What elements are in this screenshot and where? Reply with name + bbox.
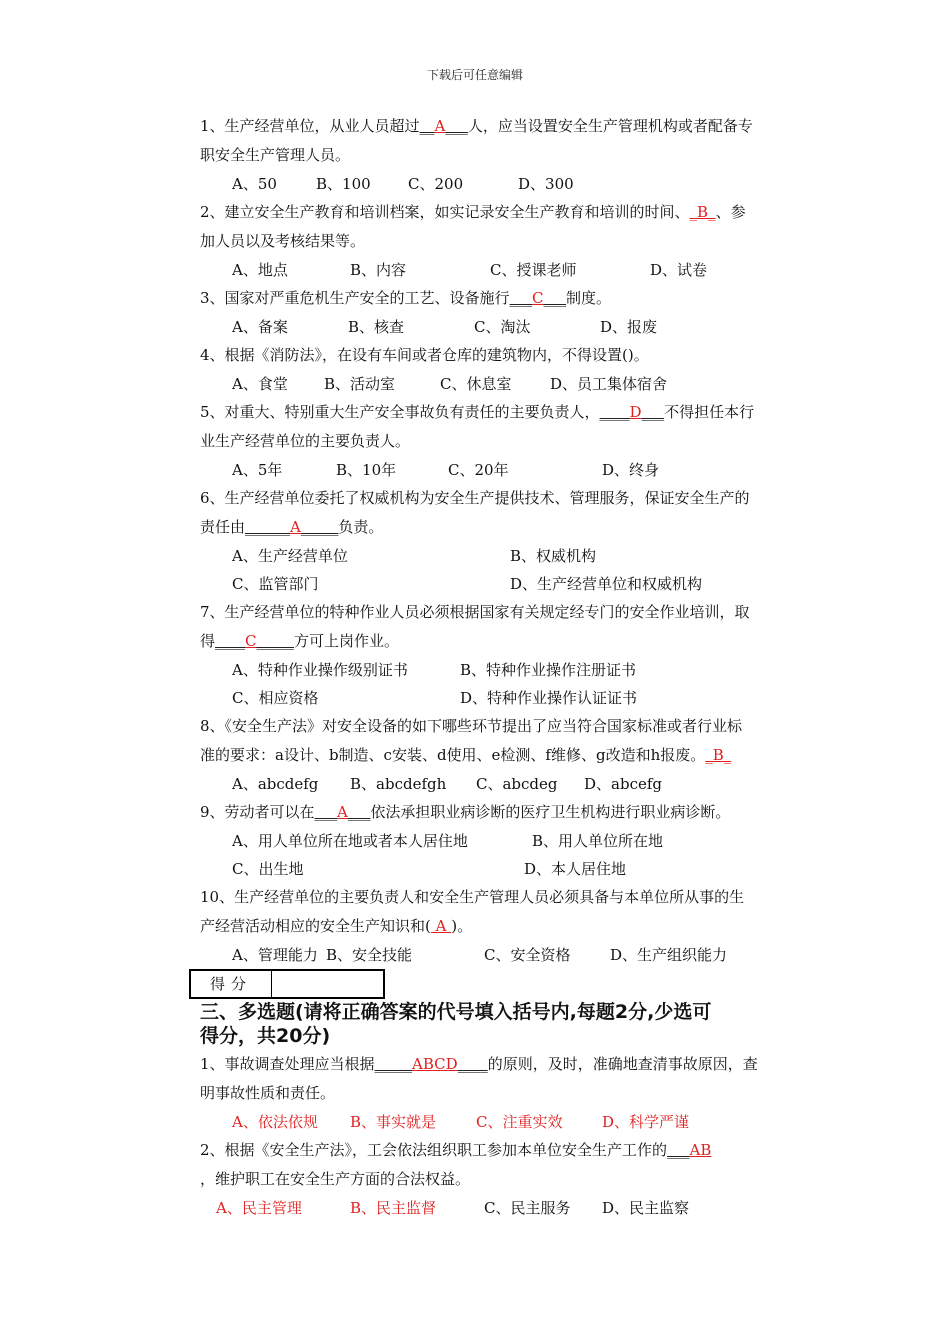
multi-choice-section	[200, 1050, 820, 1222]
question-text: 制度。	[566, 289, 612, 307]
question-text: 的原则，及时，准确地查清事故原因，查	[487, 1055, 758, 1073]
option-b: B、权威机构	[510, 547, 597, 565]
question-2-line-2	[200, 1165, 820, 1194]
question-2-options-row-1	[200, 256, 820, 284]
question-text: )。	[451, 917, 473, 935]
question-text: 依法承担职业病诊断的医疗卫生机构进行职业病诊断。	[370, 803, 731, 821]
option-b: B、10年	[336, 461, 397, 479]
question-10-line-1	[200, 883, 820, 912]
question-5-options-row-1	[200, 456, 820, 484]
section-title-line-1: 三、多选题(请将正确答案的代号填入括号内,每题2分,少选可	[200, 1001, 712, 1023]
question-2-line-2	[200, 227, 820, 256]
option-a: A、50	[232, 175, 277, 193]
blank-underline: ___	[667, 1141, 690, 1159]
question-1-options-row-1	[200, 170, 820, 198]
option-b: B、内容	[350, 261, 407, 279]
answer-fill: AB	[689, 1141, 712, 1159]
section-title	[200, 1000, 820, 1048]
option-d: D、科学严谨	[602, 1113, 690, 1131]
question-text: 人，应当设置安全生产管理机构或者配备专	[467, 117, 753, 135]
option-a: A、管理能力	[232, 946, 318, 964]
option-b: B、100	[316, 175, 371, 193]
blank-underline: ___	[509, 289, 533, 307]
question-text: 加人员以及考核结果等。	[200, 232, 366, 250]
option-d: D、员工集体宿舍	[550, 375, 668, 393]
single-choice-section	[200, 112, 820, 969]
option-d: D、abcefg	[584, 775, 663, 793]
blank-underline: ____	[457, 1055, 488, 1073]
option-a: A、用人单位所在地或者本人居住地	[232, 832, 468, 850]
blank-underline: _____	[256, 632, 294, 650]
question-text: 9、劳动者可以在	[200, 803, 315, 821]
blank-underline: ___	[543, 289, 567, 307]
answer-fill: C	[532, 289, 544, 307]
question-1-line-1	[200, 1050, 820, 1079]
option-a: A、生产经营单位	[232, 547, 348, 565]
blank-underline: __	[419, 117, 435, 135]
blank-underline: ____	[215, 632, 246, 650]
question-text: 6、生产经营单位委托了权威机构为安全生产提供技术、管理服务，保证安全生产的	[200, 489, 750, 507]
question-1-line-2	[200, 141, 820, 170]
question-9-options-row-2	[200, 855, 820, 883]
option-c: C、20年	[448, 461, 509, 479]
option-a: A、特种作业操作级别证书	[232, 661, 408, 679]
question-8-line-2	[200, 741, 820, 770]
option-c: C、淘汰	[474, 318, 531, 336]
question-5-line-2	[200, 427, 820, 456]
option-a: A、依法依规	[232, 1113, 318, 1131]
question-text: 产经营活动相应的安全生产知识和(	[200, 917, 431, 935]
question-text: 得	[200, 632, 216, 650]
blank-underline: ______	[245, 518, 291, 536]
option-c: C、民主服务	[484, 1199, 571, 1217]
question-text: 方可上岗作业。	[294, 632, 400, 650]
question-9-options-row-1	[200, 827, 820, 855]
option-a: A、食堂	[232, 375, 288, 393]
blank-underline: ___	[314, 803, 338, 821]
answer-fill: C	[245, 632, 257, 650]
option-d: D、300	[518, 175, 574, 193]
question-2-line-1	[200, 1136, 820, 1165]
blank-underline: ___	[641, 403, 665, 421]
answer-fill: A	[290, 518, 301, 536]
question-text: 准的要求：a设计、b制造、c安装、d使用、e检测、f维修、g改造和h报废。	[200, 746, 706, 764]
question-text: 4、根据《消防法》，在设有车间或者仓库的建筑物内，不得设置()。	[200, 346, 649, 364]
question-text: ，维护职工在安全生产方面的合法权益。	[200, 1170, 471, 1188]
option-b: B、安全技能	[326, 946, 413, 964]
question-text: 不得担任本行	[664, 403, 755, 421]
option-a: C、监管部门	[232, 575, 319, 593]
question-text: 7、生产经营单位的特种作业人员必须根据国家有关规定经专门的安全作业培训，取	[200, 603, 750, 621]
answer-fill: D	[629, 403, 642, 421]
option-a: A、地点	[232, 261, 288, 279]
question-10-options-row-1	[200, 941, 820, 969]
question-text: 业生产经营单位的主要负责人。	[200, 432, 411, 450]
option-a: A、5年	[232, 461, 283, 479]
page-header: 下载后可任意编辑	[426, 68, 523, 82]
option-b: B、民主监督	[350, 1199, 437, 1217]
option-d: D、试卷	[650, 261, 708, 279]
option-d: D、民主监察	[602, 1199, 690, 1217]
question-1-line-2	[200, 1079, 820, 1108]
question-text: 1、事故调查处理应当根据	[200, 1055, 375, 1073]
score-label: 得分	[191, 971, 272, 997]
option-c: C、安全资格	[484, 946, 571, 964]
question-text: 负责。	[338, 518, 384, 536]
question-text: 8、《安全生产法》对安全设备的如下哪些环节提出了应当符合国家标准或者行业标	[200, 717, 743, 735]
option-c: C、abcdeg	[476, 775, 558, 793]
question-3-line-1	[200, 284, 820, 313]
option-b: B、事实就是	[350, 1113, 437, 1131]
option-a: C、相应资格	[232, 689, 319, 707]
question-text: 职安全生产管理人员。	[200, 146, 351, 164]
option-d: D、生产组织能力	[610, 946, 728, 964]
question-text: 10、生产经营单位的主要负责人和安全生产管理人员必须具备与本单位所从事的生	[200, 888, 745, 906]
section-title-line-2: 得分，共20分)	[200, 1025, 331, 1047]
question-text: 5、对重大、特别重大生产安全事故负有责任的主要负责人，	[200, 403, 600, 421]
question-8-options-row-1	[200, 770, 820, 798]
option-c: C、授课老师	[490, 261, 577, 279]
question-7-line-2	[200, 627, 820, 656]
option-b: B、用人单位所在地	[532, 832, 664, 850]
question-text: 3、国家对严重危机生产安全的工艺、设备施行	[200, 289, 510, 307]
answer-fill: A	[430, 917, 452, 935]
option-d: D、报废	[600, 318, 658, 336]
question-text: 责任由	[200, 518, 246, 536]
question-text: 、参	[715, 203, 746, 221]
question-1-options-row-1	[200, 1108, 820, 1136]
option-b: B、abcdefgh	[350, 775, 447, 793]
option-c: C、200	[408, 175, 464, 193]
option-b: D、特种作业操作认证证书	[460, 689, 638, 707]
question-8-line-1	[200, 712, 820, 741]
question-text: 明事故性质和责任。	[200, 1084, 336, 1102]
blank-underline: _____	[374, 1055, 413, 1073]
question-2-options-row-1	[200, 1194, 820, 1222]
option-a: C、出生地	[232, 860, 304, 878]
answer-fill: _B_	[705, 746, 732, 764]
option-a: A、备案	[232, 318, 288, 336]
answer-fill: ABCD	[412, 1055, 458, 1073]
answer-fill: A	[337, 803, 348, 821]
question-10-line-2	[200, 912, 820, 941]
answer-fill: A	[434, 117, 446, 135]
score-box	[189, 969, 385, 999]
question-9-line-1	[200, 798, 820, 827]
option-c: C、注重实效	[476, 1113, 563, 1131]
question-3-options-row-1	[200, 313, 820, 341]
option-b: B、活动室	[324, 375, 396, 393]
question-7-options-row-1	[200, 656, 820, 684]
blank-underline: ___	[347, 803, 371, 821]
question-7-options-row-2	[200, 684, 820, 712]
question-4-line-1	[200, 341, 820, 370]
question-5-line-1	[200, 398, 820, 427]
answer-fill: _B_	[689, 203, 716, 221]
question-6-line-2	[200, 513, 820, 542]
question-4-options-row-1	[200, 370, 820, 398]
option-c: C、休息室	[440, 375, 512, 393]
question-text: 2、建立安全生产教育和培训档案，如实记录安全生产教育和培训的时间、	[200, 203, 690, 221]
question-6-options-row-1	[200, 542, 820, 570]
question-text: 1、生产经营单位，从业人员超过	[200, 117, 420, 135]
option-b: D、本人居住地	[524, 860, 627, 878]
question-2-line-1	[200, 198, 820, 227]
option-a: A、民主管理	[216, 1199, 302, 1217]
question-7-line-1	[200, 598, 820, 627]
blank-underline: ___	[445, 117, 468, 135]
option-b: D、生产经营单位和权威机构	[510, 575, 703, 593]
option-b: B、核查	[348, 318, 405, 336]
option-d: D、终身	[602, 461, 660, 479]
option-b: B、特种作业操作注册证书	[460, 661, 637, 679]
blank-underline: _____	[300, 518, 339, 536]
question-6-line-1	[200, 484, 820, 513]
question-6-options-row-2	[200, 570, 820, 598]
option-a: A、abcdefg	[232, 775, 319, 793]
question-1-line-1	[200, 112, 820, 141]
blank-underline: ____	[599, 403, 630, 421]
question-text: 2、根据《安全生产法》，工会依法组织职工参加本单位安全生产工作的	[200, 1141, 668, 1159]
